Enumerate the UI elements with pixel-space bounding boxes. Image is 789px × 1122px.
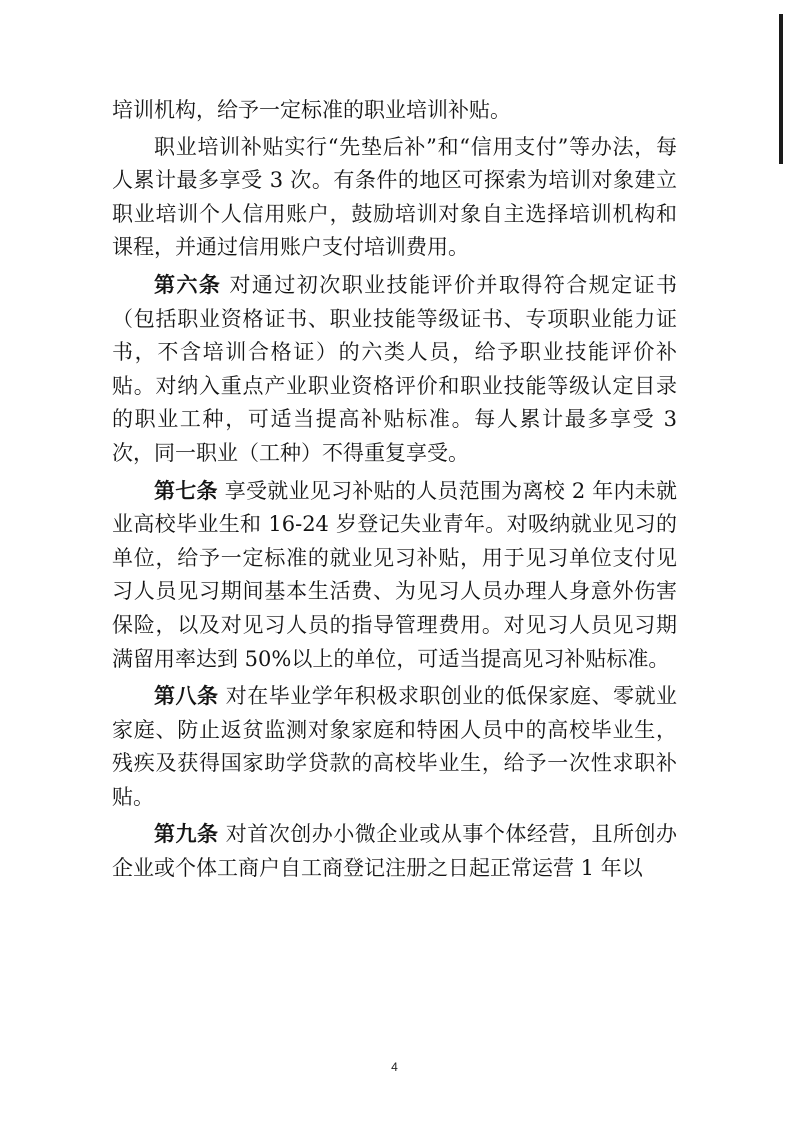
paragraph-article-9 [112,817,677,885]
article-9-heading: 第九条 [154,821,219,847]
article-7-body: 享受就业见习补贴的人员范围为离校 2 年内未就业高校毕业生和 16-24 岁登记失业青年。对吸纳就业见习的单位，给予一定标准的就业见习补贴，用于见习单位支付见习人员见习期间基本生活费、为见习人员办理人身意外伤害保险，以及对见习人员的指导管理费用。对见习人员见习期满留用率达到 50%以上的单位，可适当提高见习补贴标准。 [112,478,677,671]
paragraph-article-6 [112,268,677,471]
article-6-heading: 第六条 [154,271,222,297]
paragraph-2 [112,131,677,265]
page-number: 4 [391,1060,398,1074]
paragraph-1-body: 培训机构，给予一定标准的职业培训补贴。 [112,98,511,122]
article-9-body: 对首次创办小微企业或从事个体经营，且所创办企业或个体工商户自工商登记注册之日起正常运营 1 年以 [112,822,678,881]
paragraph-1 [112,94,677,128]
article-8-body: 对在毕业学年积极求职创业的低保家庭、零就业家庭、防止返贫监测对象家庭和特困人员中的高校毕业生，残疾及获得国家助学贷款的高校毕业生，给予一次性求职补贴。 [112,684,678,809]
body-text [112,94,677,886]
article-6-body: 对通过初次职业技能评价并取得符合规定证书（包括职业资格证书、职业技能等级证书、专项职业能力证书，不含培训合格证）的六类人员，给予职业技能评价补贴。对纳入重点产业职业资格评价和职业技能等级认定目录的职业工种，可适当提高补贴标准。每人累计最多享受 3 次，同一职业（工种）不得重复享受。 [112,272,678,465]
article-8-heading: 第八条 [154,683,219,709]
article-7-heading: 第七条 [154,477,218,503]
scan-edge-mark [779,14,783,164]
paragraph-article-8 [112,679,677,814]
paragraph-article-7 [112,474,677,677]
paragraph-2-body: 职业培训补贴实行“先垫后补”和“信用支付”等办法，每人累计最多享受 3 次。有条件的地区可探索为培训对象建立职业培训个人信用账户，鼓励培训对象自主选择培训机构和课程，并通过信用账户支付培训费用。 [112,134,677,260]
